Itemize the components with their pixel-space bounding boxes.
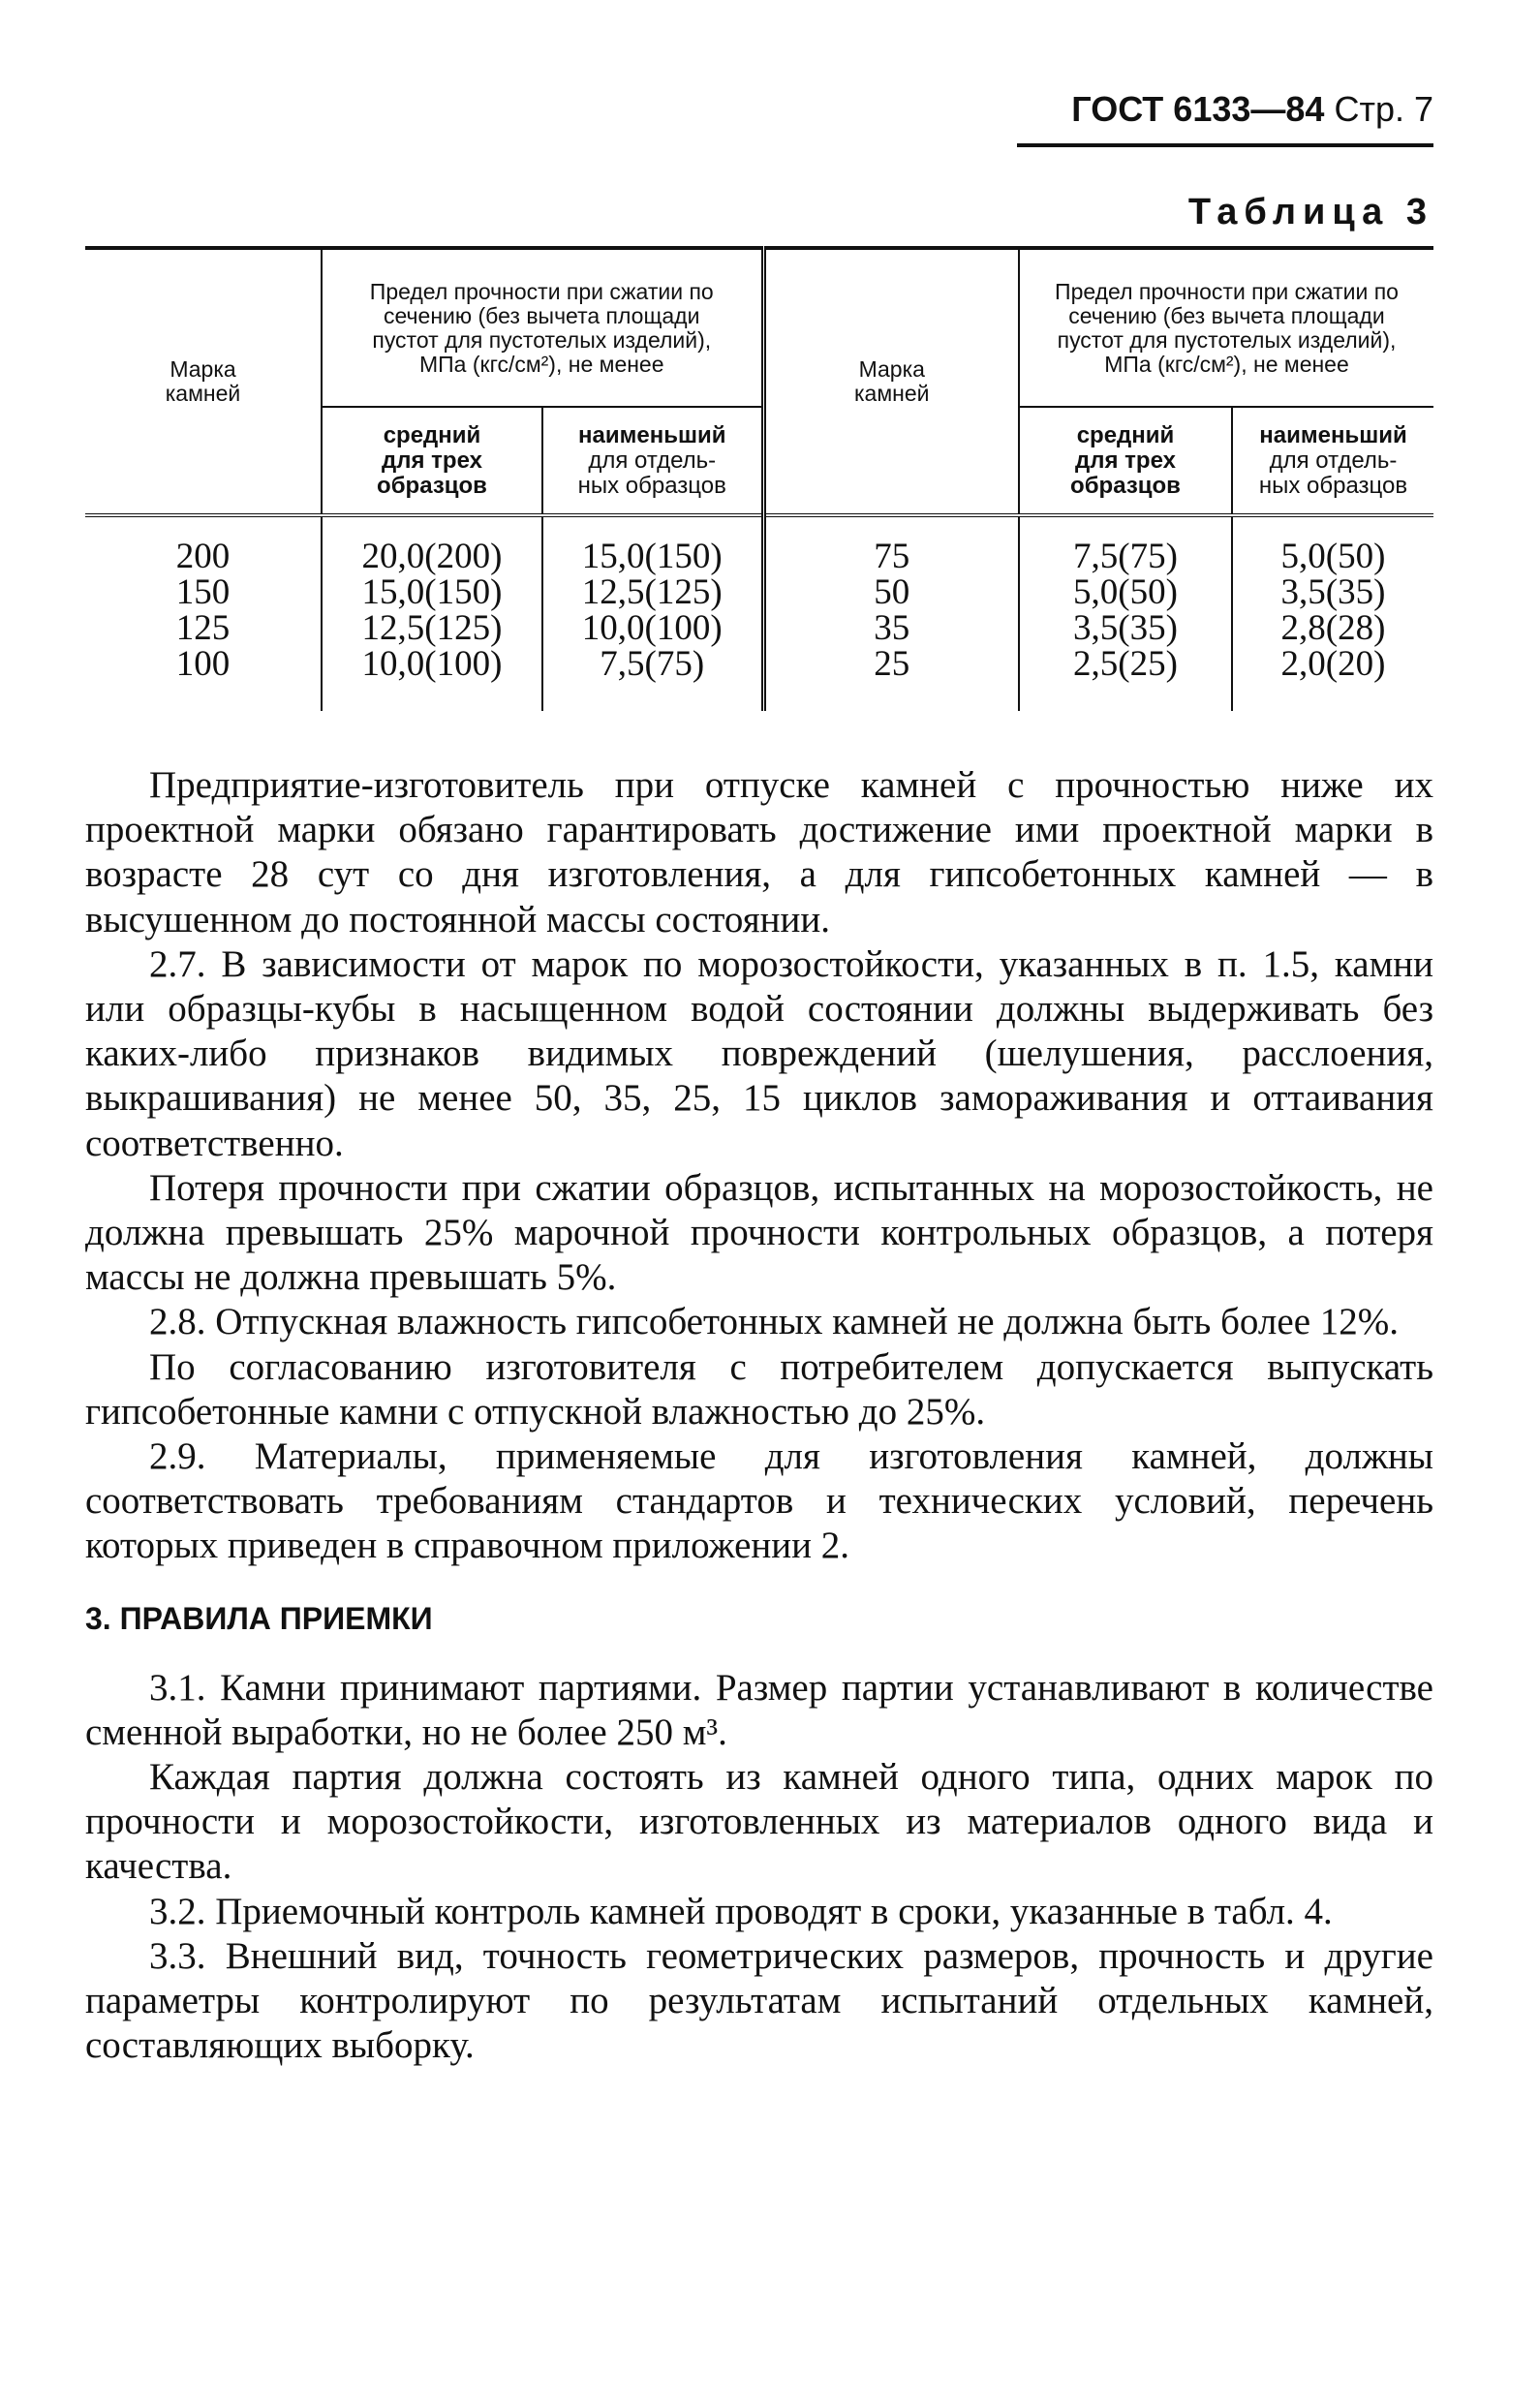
table-cell: 50 <box>874 572 910 612</box>
sub-avg-r2: для трех <box>1075 447 1176 474</box>
paragraph-2-8: 2.8. Отпускная влажность гипсобетонных камней не должна быть более 12%. <box>149 1301 1399 1343</box>
table-cell: 3,5(35) <box>1073 608 1178 648</box>
table-cell: 20,0(200) <box>361 537 503 576</box>
subheader-avg-left <box>322 407 542 515</box>
paragraph-p8: Каждая партия должна состоять из камней одного типа, одних марок по прочности и морозостойкости, изготовленных из материалов одного вида и качества. <box>85 1756 1433 1888</box>
sub-avg-l1: средний <box>383 421 481 448</box>
sub-min-r3: ных образцов <box>1258 472 1408 499</box>
table-cell: 2,0(20) <box>1280 644 1386 684</box>
table-cell: 7,5(75) <box>1073 537 1178 576</box>
sub-avg-r3: образцов <box>1070 472 1181 499</box>
sub-min-r2: для отдель- <box>1269 447 1398 474</box>
header-strength-left: Предел прочности при сжатии по сечению (без вычета площади пустот для пустотелых изделий), МПа (кгс/см²), не менее <box>322 248 763 407</box>
standard-number: ГОСТ 6133—84 <box>1071 89 1325 129</box>
table-3 <box>85 246 1433 711</box>
left-min-cell <box>542 515 763 711</box>
table-cell: 15,0(150) <box>361 572 503 612</box>
section-title: 3. ПРАВИЛА ПРИЕМКИ <box>85 1600 433 1636</box>
paragraph-p1: Предприятие-изготовитель при отпуске камней с прочностью ниже их проектной марки обязано гарантировать достижение ими проектной марки в возрасте 28 сут со дня изготовления, а для гипсобетонных камней — в высушенном до постоянной массы состоянии. <box>85 764 1433 940</box>
table-cell: 12,5(125) <box>581 572 723 612</box>
paragraph-p5: По согласованию изготовителя с потребителем допускается выпускать гипсобетонные камни с отпускной влажностью до 25%. <box>85 1345 1433 1433</box>
header-rule <box>1017 143 1433 147</box>
page-number: Стр. 7 <box>1334 89 1433 129</box>
table-cell: 3,5(35) <box>1280 572 1386 612</box>
table-cell: 75 <box>874 537 910 576</box>
table-cell: 5,0(50) <box>1073 572 1178 612</box>
header-grade-right: Марка камней <box>763 248 1019 515</box>
table-title: Таблица 3 <box>1187 192 1433 232</box>
table-cell: 2,5(25) <box>1073 644 1178 684</box>
paragraph-p3: Потеря прочности при сжатии образцов, испытанных на морозостойкость, не должна превышать 25% марочной прочности контрольных образцов, а потеря массы не должна превышать 5%. <box>85 1166 1433 1299</box>
table-cell: 35 <box>874 608 910 648</box>
sub-avg-r1: средний <box>1076 421 1175 448</box>
paragraph-2-7: 2.7. В зависимости от марок по морозостойкости, указанных в п. 1.5, камни или образцы-кубы в насыщенном водой состоянии должны выдерживать без каких-либо признаков видимых повреждений (шелушения, расслоения, выкрашивания) не менее 50, 35, 25, 15 циклов замораживания и оттаивания соответственно. <box>85 942 1433 1164</box>
table-cell: 7,5(75) <box>600 644 705 684</box>
left-avg-cell <box>322 515 542 711</box>
subheader-min-right <box>1232 407 1433 515</box>
paragraph-3-2: 3.2. Приемочный контроль камней проводят в сроки, указанные в табл. 4. <box>149 1890 1333 1932</box>
paragraph-2-9: 2.9. Материалы, применяемые для изготовления камней, должны соответствовать требованиям стандартов и технических условий, перечень которых приведен в справочном приложении 2. <box>85 1435 1433 1567</box>
subheader-min-left <box>542 407 763 515</box>
table-cell: 12,5(125) <box>361 608 503 648</box>
table-cell: 150 <box>175 572 231 612</box>
paragraph-3-3: 3.3. Внешний вид, точность геометрических размеров, прочность и другие параметры контролируют по результатам испытаний отдельных камней, составляющих выборку. <box>85 1934 1433 2067</box>
page-header <box>1007 89 1433 130</box>
table-cell: 100 <box>175 644 231 684</box>
right-grades-cell <box>763 515 1019 711</box>
sub-min-l2: для отдель- <box>588 447 717 474</box>
sub-min-l3: ных образцов <box>577 472 726 499</box>
subheader-avg-right <box>1019 407 1232 515</box>
table-cell: 25 <box>874 644 910 684</box>
table-cell: 10,0(100) <box>361 644 503 684</box>
right-avg-cell <box>1019 515 1232 711</box>
paragraph-3-1: 3.1. Камни принимают партиями. Размер партии устанавливают в количестве сменной выработки, но не более 250 м³. <box>85 1666 1433 1753</box>
sub-avg-l3: образцов <box>377 472 487 499</box>
sub-avg-l2: для трех <box>382 447 482 474</box>
table-cell: 5,0(50) <box>1280 537 1386 576</box>
table-cell: 200 <box>175 537 231 576</box>
left-grades-cell <box>85 515 322 711</box>
table-cell: 125 <box>175 608 231 648</box>
header-grade-left: Марка камней <box>85 248 322 515</box>
right-min-cell <box>1232 515 1433 711</box>
table-cell: 2,8(28) <box>1280 608 1386 648</box>
table-cell: 10,0(100) <box>581 608 723 648</box>
table-cell: 15,0(150) <box>581 537 723 576</box>
header-strength-right: Предел прочности при сжатии по сечению (без вычета площади пустот для пустотелых изделий), МПа (кгс/см²), не менее <box>1019 248 1433 407</box>
sub-min-r1: наименьший <box>1259 421 1407 448</box>
sub-min-l1: наименьший <box>578 421 726 448</box>
body-text <box>85 763 1433 2068</box>
